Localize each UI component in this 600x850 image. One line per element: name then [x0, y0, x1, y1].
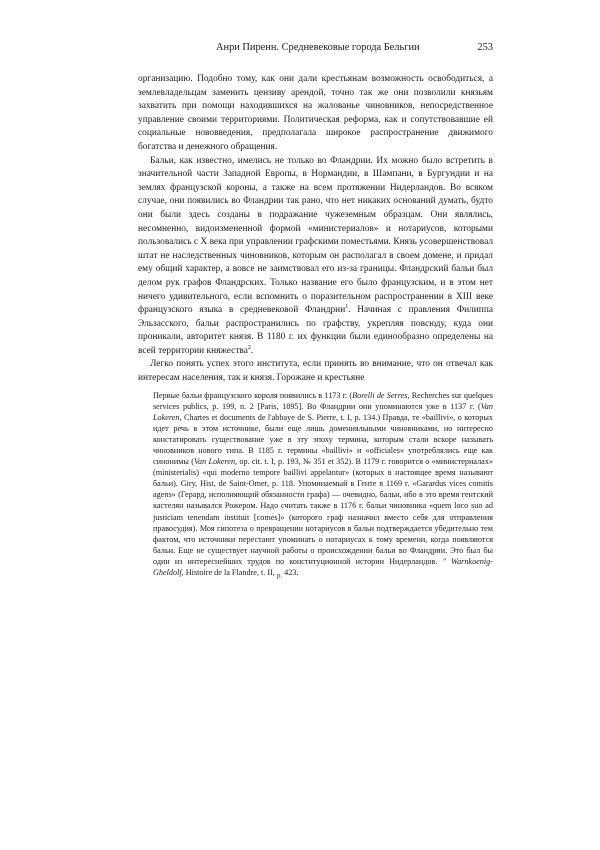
footnote-seg: Recherches sur quelques services publics, p. 199, n. 2 [Paris, 1895]. Во Фландрии они упоминаются уже в 1137 г. ( — [153, 391, 493, 412]
footnote-ref-1: 1 — [345, 303, 349, 310]
footnote-seg: 423. — [282, 567, 299, 577]
paragraph-2 — [138, 155, 493, 359]
paragraph-1: организацию. Подобно тому, как они дали крестьянам возможность освободиться, а землевладельцам заменить цензиву арендой, точно так же они позволили князьям захватить при помощи находившихся на жалованье чиновников, непосредственное управление своими территориями. Политическая реформа, как и сопутствовавшие ей социальные нововведения, предполагала широкое распространение движимого богатства и денежного обращения. — [138, 74, 493, 152]
footnote-seg: op. cit. t. I, p. 193, № 351 et 352). В 1179 г. говорится о «министериалах» (ministerialis) «qui moderno tempore baillivi appelantur» (которых в настоящее время называют бальи). Giry, Hist, de Saint-Omer, p. 118. Упоминаемый в Генте в 1169 г. «Garardus vices comitis agens» (Герард, исполняющий обязанности графа) — очевидно, бальи, ибо в это время гентский кастелян назывался Рожером. Надо считать также в 1176 г. бальи чиновника «quem loco suo ad justiciam tenendam instituit [comes]» (которого граф назначил вместо себя для отправления правосудия). Моя гипотеза о превращении нотариусов в бальи подтверждается убедительно тем фактом, что источники перестают упоминать о нотариусах к тому времени, когда появляются бальи. Еще не существует научной работы о происхождении бальи во Фландрии. Это был бы один из интереснейших трудов по конституционной истории Нидерландов. — [153, 457, 494, 566]
paragraph-3: Легко понять успех этого института, если принять во внимание, что он отвечал как интересам населения, так и князя. Горожане и крестьяне — [138, 359, 493, 384]
paragraph-2-part-a: Бальи, как известно, имелись не только во Фландрии. Их можно было встретить в значительной части Западной Европы, в Нормандии, в Шампани, в Бургундии и на землях французской короны, а также на всем протяжении Нидерландов. Во всяком случае, они появились во Фландрии так рано, что нет никаких оснований думать, будто они были здесь созданы в подражание чужеземным образцам. Они являлись, несомненно, видоизмененной формой «министериалов» и нотариусов, которыми пользовались с X века при управлении графскими поместьями. Князь усовершенствовал штат не наследственных чиновников, которым он располагал в своем домене, и придал ему общий характер, а вовсе не заимствовал его из-за границы. Фландрский бальи был делом рук графов Фландрских. Только название его было французским, и в этом нет ничего удивительного, если вспомнить о поразительном распространении в XIII веке французского языка в средневековой Фландрии — [138, 155, 493, 316]
footnote-ref-author: Van Lokeren, — [153, 402, 493, 423]
footnote-seg: Первые бальи французского короля появились в 1173 г. ( — [153, 391, 353, 400]
paragraph-2-part-c: . — [250, 345, 254, 356]
footnote-seg: Chartes et documents de l'abbaye de S. Pierre, t. I, p. 134.) Правда, те «baillivi», о которых идет речь в этом источнике, были еще лишь доменияльными чиновниками, но интересно констатировать существование уже в эту эпоху термина, которым стали вскоре называть чиновников нового типа. В 1185 г. термины «baillivi» и «officiales» употреблялись еще как синонимы ( — [153, 413, 493, 467]
footnote-ref-author: Borelli de Serres, — [352, 391, 410, 400]
paragraph-2-part-b: . Начиная с правления Филиппа Эльзасского, бальи распространились по графству, укрепляя повсюду, куда они проникали, авторитет князя. В 1180 г. их функции были единообразно определены на всей территории княжества — [138, 305, 494, 356]
header-title: Анри Пиренн. Средневековые города Бельгии — [216, 42, 420, 53]
footnote-ref-author: " Warnkoenig-Gheldolf, — [153, 556, 493, 577]
footnote-text — [153, 390, 493, 581]
footnote-seg: р. — [276, 572, 283, 580]
footnote-seg: Histoire de la Flandre, t. II, — [183, 567, 277, 577]
footnote-ref-2: 2 — [247, 344, 251, 351]
page-number: 253 — [477, 42, 493, 53]
main-text — [138, 73, 493, 386]
footnote — [153, 390, 493, 581]
footnote-ref-author: Van Lokeren, — [193, 457, 238, 467]
